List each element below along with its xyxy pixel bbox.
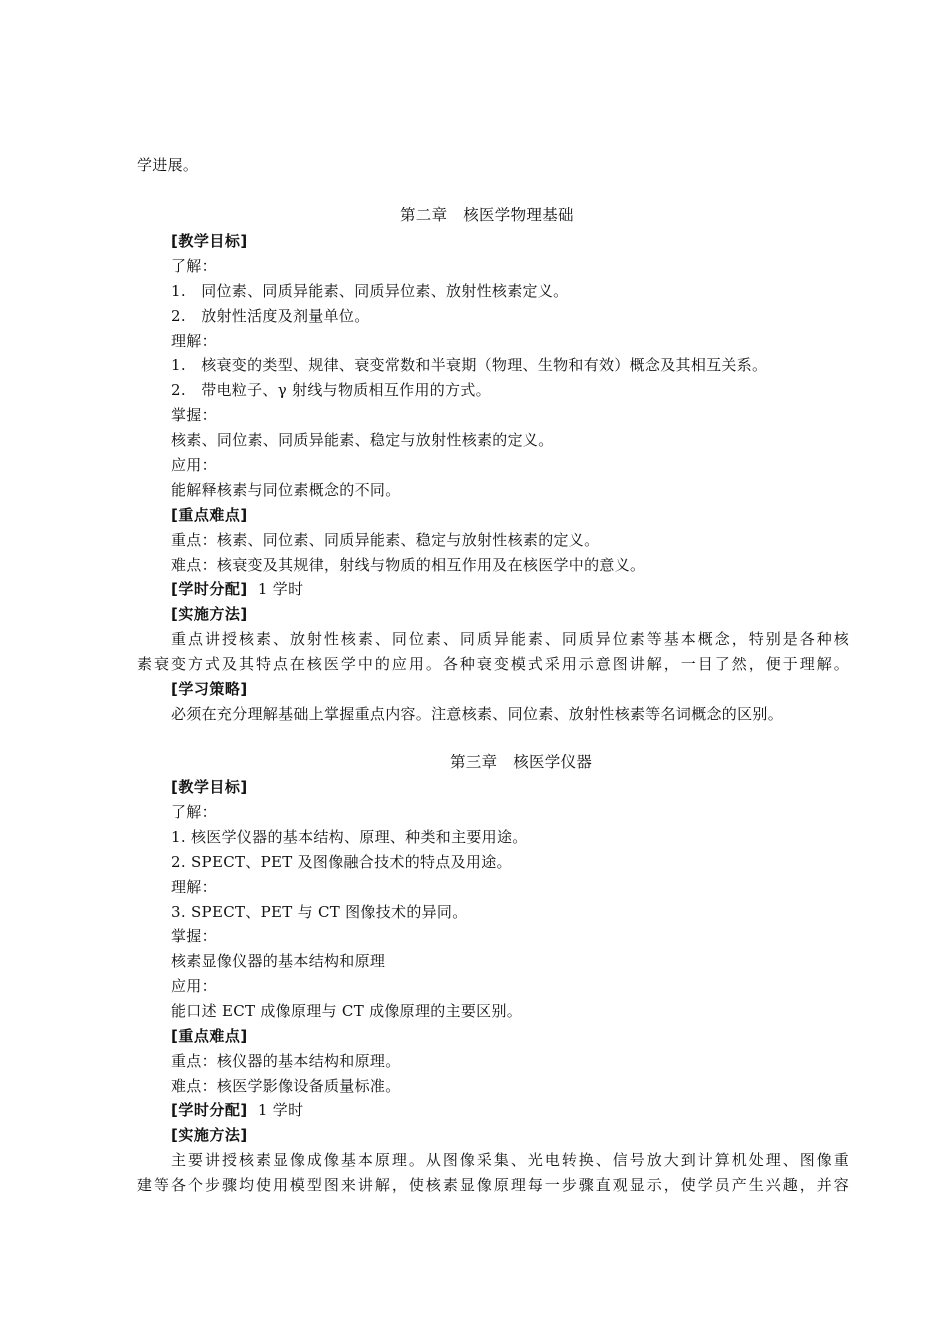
ch3-master-item: 核素显像仪器的基本结构和原理 xyxy=(171,952,386,970)
ch2-master-label: 掌握： xyxy=(171,406,217,424)
chapter-2-title: 第二章 核医学物理基础 xyxy=(400,206,574,224)
ch2-understand-item-1: 1. 同位素、同质异能素、同质异位素、放射性核素定义。 xyxy=(171,282,569,300)
ch2-understand-item-2: 2. 放射性活度及剂量单位。 xyxy=(171,307,370,325)
ch3-master-label: 掌握： xyxy=(171,927,217,945)
ch2-strategy-heading: [学习策略] xyxy=(171,680,248,698)
ch3-understand-label: 了解： xyxy=(171,803,217,821)
ch3-apply-label: 应用： xyxy=(171,977,217,995)
ch2-method-line-2: 素衰变方式及其特点在核医学中的应用。各种衰变模式采用示意图讲解，一目了然，便于理解。 xyxy=(137,655,849,673)
ch2-comprehend-label: 理解： xyxy=(171,332,217,350)
ch2-method-line-1: 重点讲授核素、放射性核素、同位素、同质异能素、同质异位素等基本概念，特别是各种核 xyxy=(171,630,849,648)
ch2-method-heading: [实施方法] xyxy=(171,605,248,623)
ch3-goals-heading: [教学目标] xyxy=(171,778,248,796)
ch2-difficulties: 难点：核衰变及其规律，射线与物质的相互作用及在核医学中的意义。 xyxy=(171,556,646,574)
ch2-key-points: 重点：核素、同位素、同质异能素、稳定与放射性核素的定义。 xyxy=(171,531,600,549)
previous-section-tail: 学进展。 xyxy=(137,156,199,174)
ch2-hours-line xyxy=(171,579,303,599)
ch3-understand-item-2: 2. SPECT、PET 及图像融合技术的特点及用途。 xyxy=(171,853,512,871)
ch2-hours-heading: [学时分配] xyxy=(171,580,248,598)
ch2-strategy-text: 必须在充分理解基础上掌握重点内容。注意核素、同位素、放射性核素等名词概念的区别。 xyxy=(171,705,784,723)
ch3-hours-heading: [学时分配] xyxy=(171,1101,248,1119)
ch2-apply-item: 能解释核素与同位素概念的不同。 xyxy=(171,481,401,499)
ch3-hours-value: 1 学时 xyxy=(257,1101,304,1119)
ch3-hours-line xyxy=(171,1100,303,1120)
ch2-apply-label: 应用： xyxy=(171,456,217,474)
ch2-understand-label: 了解： xyxy=(171,257,217,275)
ch2-comprehend-item-2: 2. 带电粒子、γ 射线与物质相互作用的方式。 xyxy=(171,381,491,399)
chapter-3-title: 第三章 核医学仪器 xyxy=(450,753,593,771)
ch2-key-difficulty-heading: [重点难点] xyxy=(171,506,248,524)
ch3-key-difficulty-heading: [重点难点] xyxy=(171,1027,248,1045)
ch3-comprehend-label: 理解： xyxy=(171,878,217,896)
ch3-apply-item: 能口述 ECT 成像原理与 CT 成像原理的主要区别。 xyxy=(171,1002,523,1020)
ch3-key-points: 重点：核仪器的基本结构和原理。 xyxy=(171,1052,401,1070)
ch3-method-line-1: 主要讲授核素显像成像基本原理。从图像采集、光电转换、信号放大到计算机处理、图像重 xyxy=(171,1151,849,1169)
ch3-comprehend-item: 3. SPECT、PET 与 CT 图像技术的异同。 xyxy=(171,903,468,921)
ch2-goals-heading: [教学目标] xyxy=(171,232,248,250)
ch3-difficulties: 难点：核医学影像设备质量标准。 xyxy=(171,1077,401,1095)
ch3-method-line-2: 建等各个步骤均使用模型图来讲解，使核素显像原理每一步骤直观显示，使学员产生兴趣，并容 xyxy=(137,1176,849,1194)
ch3-understand-item-1: 1. 核医学仪器的基本结构、原理、种类和主要用途。 xyxy=(171,828,528,846)
ch3-method-heading: [实施方法] xyxy=(171,1126,248,1144)
ch2-comprehend-item-1: 1. 核衰变的类型、规律、衰变常数和半衰期（物理、生物和有效）概念及其相互关系。 xyxy=(171,356,768,374)
ch2-master-item: 核素、同位素、同质异能素、稳定与放射性核素的定义。 xyxy=(171,431,554,449)
ch2-hours-value: 1 学时 xyxy=(257,580,304,598)
